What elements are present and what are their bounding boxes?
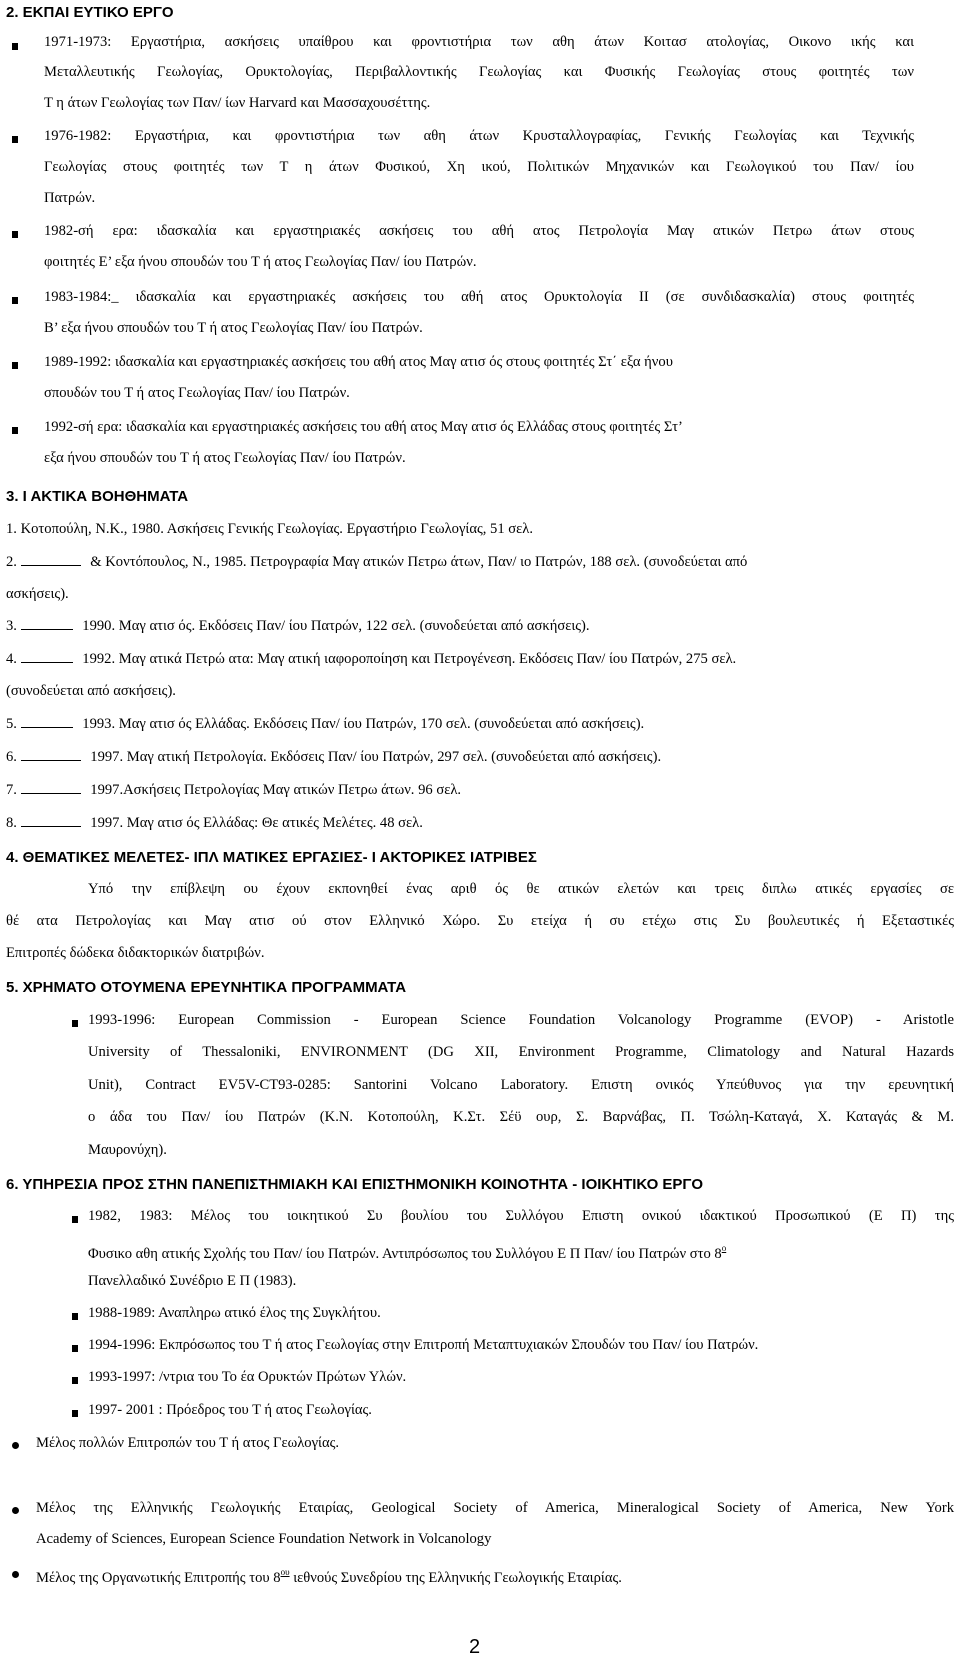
teaching-6-line-2: εξα ήνου σπουδών του Τ ή ατος Γεωλογίας Παν/ ίου Πατρών. xyxy=(44,450,406,466)
section-3-title: 3. Ι ΑΚΤΙΚΑ ΒΟΗΘΗΜΑΤΑ xyxy=(6,488,189,505)
aid-1: 1. Κοτοπούλη, Ν.Κ., 1980. Ασκήσεις Γενικής Γεωλογίας. Εργαστήριο Γεωλογίας, 51 σελ. xyxy=(6,521,534,537)
theses-line-3: Επιτροπές δώδεκα διδακτορικών διατριβών. xyxy=(6,945,265,961)
teaching-5-line-2: σπουδών του Τ ή ατος Γεωλογίας Παν/ ίου Πατρών. xyxy=(44,385,350,401)
teaching-3-line-2: φοιτητές Ε’ εξα ήνου σπουδών του Τ ή ατος Γεωλογίας Παν/ ίου Πατρών. xyxy=(44,254,477,270)
service-1-line-2-text: Φυσικο αθη ατικής Σχολής του Παν/ ίου Πατρών. Αντιπρόσωπος του Συλλόγου Ε Π Παν/ ίου Πατρών στο 8 xyxy=(88,1246,722,1262)
aid-7-text: 1997.Ασκήσεις Πετρολογίας Μαγ ατικών Πετρω άτων. 96 σελ. xyxy=(90,782,462,798)
author-blank-line xyxy=(21,553,81,566)
author-blank-line xyxy=(21,650,73,663)
theses-line-2: θέ ατα Πετρολογίας και Μαγ ατισ ού στον Ελληνικό Χώρο. Συ ετείχα ή συ ετέχω στις Συ βουλευτικές ή Εξεταστικές xyxy=(6,913,954,929)
aid-5-number: 5. xyxy=(6,716,17,732)
aid-8-number: 8. xyxy=(6,815,17,831)
bullet-square-icon xyxy=(12,136,18,143)
aid-6-number: 6. xyxy=(6,749,17,765)
bullet-square-icon xyxy=(72,1410,78,1417)
membership-2-line-1: Μέλος της Ελληνικής Γεωλογικής Εταιρίας, Geological Society of America, Mineralogical Society of America, New York xyxy=(36,1500,954,1516)
service-2: 1988-1989: Αναπληρω ατικό έλος της Συγκλήτου. xyxy=(88,1305,381,1321)
program-line-2: University of Thessaloniki, ENVIRONMENT (DG XII, Environment Programme, Climatology and Natural Hazards xyxy=(88,1044,954,1060)
program-line-4: ο άδα του Παν/ ίου Πατρών (Κ.Ν. Κοτοπούλη, Κ.Στ. Σέϋ ουρ, Σ. Βαρνάβας, Π. Τσώλη-Καταγά, Χ. Καταγάς & Μ. xyxy=(88,1109,954,1125)
service-5: 1997- 2001 : Πρόεδρος του Τ ή ατος Γεωλογίας. xyxy=(88,1402,372,1418)
bullet-square-icon xyxy=(72,1313,78,1320)
aid-8 xyxy=(6,814,423,832)
author-blank-line xyxy=(21,781,81,794)
aid-5 xyxy=(6,715,644,733)
teaching-5-line-1: 1989-1992: ιδασκαλία και εργαστηριακές ασκήσεις του αθή ατος Μαγ ατισ ός στους φοιτητές Στ΄ εξα ήνου xyxy=(44,354,673,370)
teaching-1-line-2: Μεταλλευτικής Γεωλογίας, Ορυκτολογίας, Περιβαλλοντικής Γεωλογίας και Φυσικής Γεωλογίας στους φοιτητές των xyxy=(44,64,914,80)
bullet-square-icon xyxy=(12,362,18,369)
theses-line-1: Υπό την επίβλεψη ου έχουν εκπονηθεί ένας αριθ ός θε ατικών ελετών και τρεις διπλω ατικές εργασίες σε xyxy=(88,881,954,897)
bullet-square-icon xyxy=(12,297,18,304)
aid-2-number: 2. xyxy=(6,554,17,570)
program-line-3: Unit), Contract EV5V-CT93-0285: Santorini Volcano Laboratory. Επιστη ονικός Υπεύθυνος για την ερευνητική xyxy=(88,1077,954,1093)
membership-2-line-2: Academy of Sciences, European Science Foundation Network in Volcanology xyxy=(36,1531,492,1547)
section-4-title: 4. ΘΕΜΑΤΙΚΕΣ ΜΕΛΕΤΕΣ- ΙΠΛ ΜΑΤΙΚΕΣ ΕΡΓΑΣΙΕΣ- Ι ΑΚΤΟΡΙΚΕΣ ΙΑΤΡΙΒΕΣ xyxy=(6,849,537,866)
bullet-square-icon xyxy=(72,1216,78,1223)
bullet-square-icon xyxy=(12,43,18,50)
service-4: 1993-1997: /ντρια του Το έα Ορυκτών Πρώτων Υλών. xyxy=(88,1369,407,1385)
membership-3 xyxy=(36,1563,622,1587)
teaching-1-line-1: 1971-1973: Εργαστήρια, ασκήσεις υπαίθρου και φροντιστήρια των αθη άτων Κοιτασ ατολογίας, Οικονο ικής και xyxy=(44,34,914,50)
bullet-square-icon xyxy=(72,1377,78,1384)
aid-7 xyxy=(6,781,461,799)
membership-3-pre: Μέλος της Οργανωτικής Επιτροπής του 8 xyxy=(36,1570,281,1586)
program-line-1: 1993-1996: European Commission - European Science Foundation Volcanology Programme (EVOP) - Aristotle xyxy=(88,1012,954,1028)
section-2-title: 2. ΕΚΠΑΙ ΕΥΤΙΚΟ ΕΡΓΟ xyxy=(6,4,174,21)
aid-4-text: 1992. Μαγ ατικά Πετρώ ατα: Μαγ ατική ιαφοροποίηση και Πετρογένεση. Εκδόσεις Παν/ ίου Πατρών, 275 σελ. xyxy=(82,651,737,667)
aid-8-text: 1997. Μαγ ατισ ός Ελλάδας: Θε ατικές Μελέτες. 48 σελ. xyxy=(90,815,423,831)
aid-5-text: 1993. Μαγ ατισ ός Ελλάδας. Εκδόσεις Παν/ ίου Πατρών, 170 σελ. (συνοδεύεται από ασκήσεις). xyxy=(82,716,645,732)
bullet-dot-icon xyxy=(12,1571,19,1578)
bullet-square-icon xyxy=(72,1345,78,1352)
teaching-3-line-1: 1982-σή ερα: ιδασκαλία και εργαστηριακές ασκήσεις του αθή ατος Πετρολογία Μαγ ατικών Πετρω άτων στους xyxy=(44,223,914,239)
aid-4 xyxy=(6,650,736,668)
service-1-line-3: Πανελλαδικό Συνέδριο Ε Π (1983). xyxy=(88,1273,297,1289)
membership-3-post: ιεθνούς Συνεδρίου της Ελληνικής Γεωλογικής Εταιρίας. xyxy=(289,1570,622,1586)
author-blank-line xyxy=(21,814,81,827)
page-number: 2 xyxy=(469,1636,481,1658)
bullet-dot-icon xyxy=(12,1442,19,1449)
aid-3-number: 3. xyxy=(6,618,17,634)
section-5-title: 5. ΧΡΗΜΑΤΟ ΟΤΟΥΜΕΝΑ ΕΡΕΥΝΗΤΙΚΑ ΠΡΟΓΡΑΜΜΑΤΑ xyxy=(6,979,407,996)
aid-7-number: 7. xyxy=(6,782,17,798)
aid-4-number: 4. xyxy=(6,651,17,667)
service-3: 1994-1996: Εκπρόσωπος του Τ ή ατος Γεωλογίας στην Επιτροπή Μεταπτυχιακών Σπουδών του Παν/ ίου Πατρών. xyxy=(88,1337,759,1353)
aid-6-text: 1997. Μαγ ατική Πετρολογία. Εκδόσεις Παν/ ίου Πατρών, 297 σελ. (συνοδεύεται από ασκήσεις). xyxy=(90,749,662,765)
ordinal-superscript: ου xyxy=(280,1567,290,1577)
author-blank-line xyxy=(21,748,81,761)
teaching-4-line-2: Β’ εξα ήνου σπουδών του Τ ή ατος Γεωλογίας Παν/ ίου Πατρών. xyxy=(44,320,423,336)
aid-3 xyxy=(6,617,590,635)
aid-4-continuation: (συνοδεύεται από ασκήσεις). xyxy=(6,683,176,699)
program-line-5: Μαυρονύχη). xyxy=(88,1142,167,1158)
teaching-2-line-2: Γεωλογίας στους φοιτητές των Τ η άτων Φυσικού, Χη ικού, Πολιτικών Μηχανικών και Γεωλογικού του Παν/ ίου xyxy=(44,159,914,175)
bullet-square-icon xyxy=(72,1020,78,1027)
author-blank-line xyxy=(21,715,73,728)
aid-2 xyxy=(6,553,747,571)
ordinal-superscript: ο xyxy=(721,1243,727,1253)
service-1-line-1: 1982, 1983: Μέλος του ιοικητικού Συ βουλίου του Συλλόγου Επιστη ονικού ιδακτικού Προσωπικού (Ε Π) της xyxy=(88,1208,954,1224)
teaching-4-line-1: 1983-1984:_ ιδασκαλία και εργαστηριακές ασκήσεις του αθή ατος Ορυκτολογία ΙΙ (σε συνδιδασκαλία) στους φοιτητές xyxy=(44,289,914,305)
author-blank-line xyxy=(21,617,73,630)
aid-2-text: & Κοντόπουλος, Ν., 1985. Πετρογραφία Μαγ ατικών Πετρω άτων, Παν/ ιο Πατρών, 188 σελ. (συνοδεύεται από xyxy=(90,554,748,570)
bullet-square-icon xyxy=(12,427,18,434)
teaching-6-line-1: 1992-σή ερα: ιδασκαλία και εργαστηριακές ασκήσεις του αθή ατος Μαγ ατισ ός Ελλάδας στους φοιτητές Στ’ xyxy=(44,419,683,435)
aid-6 xyxy=(6,748,661,766)
section-6-title: 6. ΥΠΗΡΕΣΙΑ ΠΡΟΣ ΣΤΗΝ ΠΑΝΕΠΙΣΤΗΜΙΑΚΗ ΚΑΙ ΕΠΙΣΤΗΜΟΝΙΚΗ ΚΟΙΝΟΤΗΤΑ - ΙΟΙΚΗΤΙΚΟ ΕΡΓΟ xyxy=(6,1176,704,1193)
aid-2-continuation: ασκήσεις). xyxy=(6,586,69,602)
teaching-1-line-3: Τ η άτων Γεωλογίας των Παν/ ίων Harvard και Μασσαχουσέττης. xyxy=(44,95,431,111)
aid-3-text: 1990. Μαγ ατισ ός. Εκδόσεις Παν/ ίου Πατρών, 122 σελ. (συνοδεύεται από ασκήσεις). xyxy=(82,618,590,634)
service-1-line-2 xyxy=(88,1239,726,1263)
bullet-square-icon xyxy=(12,231,18,238)
teaching-2-line-3: Πατρών. xyxy=(44,190,96,206)
bullet-dot-icon xyxy=(12,1507,19,1514)
membership-1: Μέλος πολλών Επιτροπών του Τ ή ατος Γεωλογίας. xyxy=(36,1435,340,1451)
teaching-2-line-1: 1976-1982: Εργαστήρια, και φροντιστήρια των αθη άτων Κρυσταλλογραφίας, Γενικής Γεωλογίας και Τεχνικής xyxy=(44,128,914,144)
